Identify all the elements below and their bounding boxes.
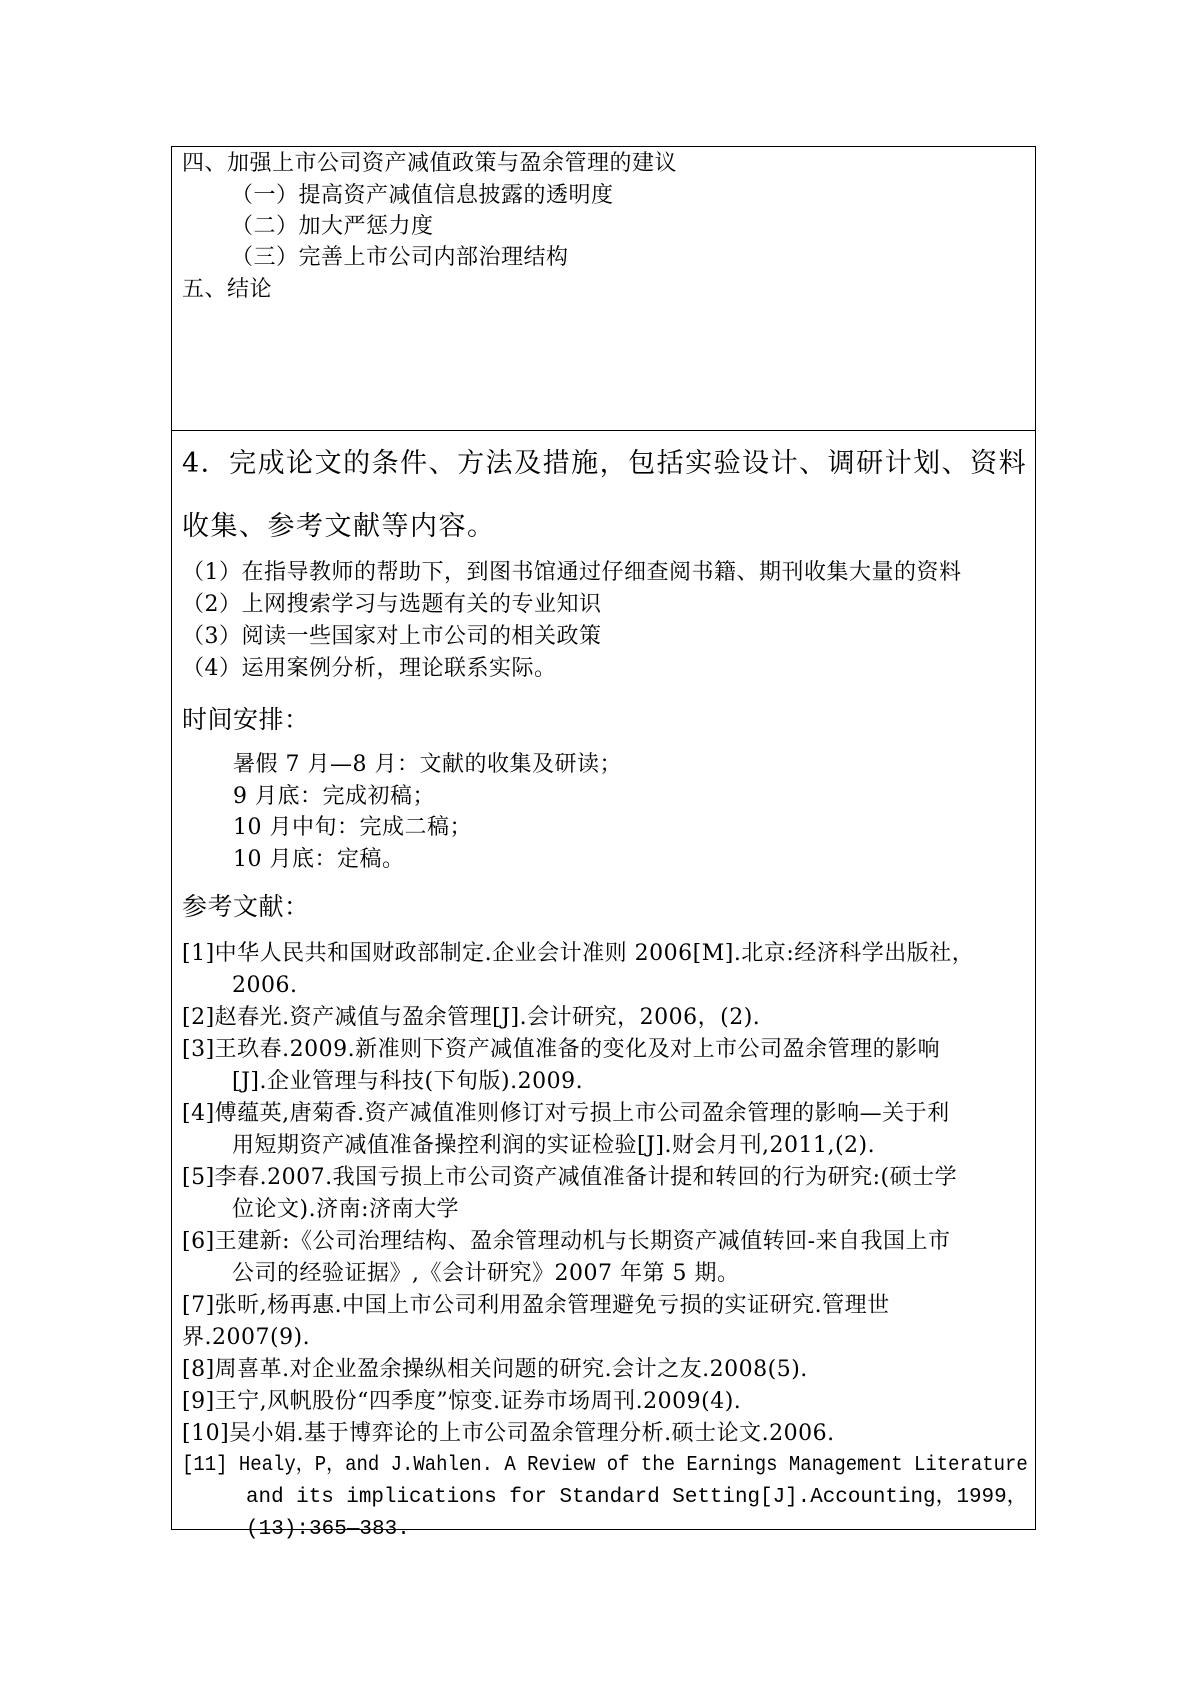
reference-line: 公司的经验证据》,《会计研究》2007 年第 5 期。 xyxy=(232,1261,740,1286)
section5-title: 五、结论 xyxy=(182,277,273,302)
section4-item: （一）提高资产减值信息披露的透明度 xyxy=(231,183,614,208)
method-item: （3）阅读一些国家对上市公司的相关政策 xyxy=(182,624,602,649)
reference-line: 位论文).济南:济南大学 xyxy=(232,1197,459,1222)
reference-line: and its implications for Standard Setting[J].Accounting，1999， xyxy=(246,1486,1028,1509)
schedule-item: 10 月中旬：完成二稿； xyxy=(233,815,472,840)
reference-line: [3]王玖春.2009.新准则下资产减值准备的变化及对上市公司盈余管理的影响 xyxy=(182,1037,941,1062)
schedule-item: 9 月底：完成初稿； xyxy=(233,784,435,809)
reference-line: [1]中华人民共和国财政部制定.企业会计准则 2006[M].北京:经济科学出版社， xyxy=(182,941,975,966)
reference-line: [11] Healy，P，and J.Wahlen. A Review of the Earnings Management Literature xyxy=(182,1454,1028,1477)
reference-line: [9]王宁,风帆股份“四季度”惊变.证券市场周刊.2009(4). xyxy=(182,1389,742,1414)
section4-item: （二）加大严惩力度 xyxy=(231,214,434,239)
reference-line: [6]王建新:《公司治理结构、盈余管理动机与长期资产减值转回-来自我国上市 xyxy=(182,1229,951,1254)
reference-line: [10]吴小娟.基于博弈论的上市公司盈余管理分析.硕士论文.2006. xyxy=(182,1421,835,1446)
reference-line: 界.2007(9). xyxy=(182,1325,311,1350)
conditions-heading-cont: 收集、参考文献等内容。 xyxy=(182,511,496,542)
schedule-item: 10 月底：定稿。 xyxy=(233,847,405,872)
reference-line: [7]张昕,杨再惠.中国上市公司利用盈余管理避免亏损的实证研究.管理世 xyxy=(182,1293,890,1318)
references-title: 参考文献： xyxy=(182,892,310,921)
reference-line: [8]周喜革.对企业盈余操纵相关问题的研究.会计之友.2008(5). xyxy=(182,1357,808,1382)
schedule-item: 暑假 7 月—8 月：文献的收集及研读； xyxy=(233,752,622,777)
reference-line: [5]李春.2007.我国亏损上市公司资产减值准备计提和转回的行为研究:(硕士学 xyxy=(182,1165,958,1190)
reference-line: [4]傅蕴英,唐菊香.资产减值准则修订对亏损上市公司盈余管理的影响—关于利 xyxy=(182,1101,950,1126)
reference-line: (13):365—383. xyxy=(246,1518,410,1541)
section4-title: 四、加强上市公司资产减值政策与盈余管理的建议 xyxy=(182,151,678,176)
conditions-heading: 4．完成论文的条件、方法及措施，包括实验设计、调研计划、资料 xyxy=(182,448,1028,479)
method-item: （4）运用案例分析，理论联系实际。 xyxy=(182,656,557,681)
reference-line: [J].企业管理与科技(下旬版).2009. xyxy=(232,1069,584,1094)
method-item: （2）上网搜索学习与选题有关的专业知识 xyxy=(182,592,602,617)
schedule-title: 时间安排： xyxy=(182,705,310,734)
reference-line: 2006. xyxy=(232,973,298,998)
reference-line: 用短期资产减值准备操控利润的实证检验[J].财会月刊,2011,(2). xyxy=(232,1133,876,1158)
method-item: （1）在指导教师的帮助下，到图书馆通过仔细查阅书籍、期刊收集大量的资料 xyxy=(182,560,962,585)
reference-line: [2]赵春光.资产减值与盈余管理[J].会计研究，2006，(2). xyxy=(182,1005,761,1030)
section4-item: （三）完善上市公司内部治理结构 xyxy=(231,245,569,270)
